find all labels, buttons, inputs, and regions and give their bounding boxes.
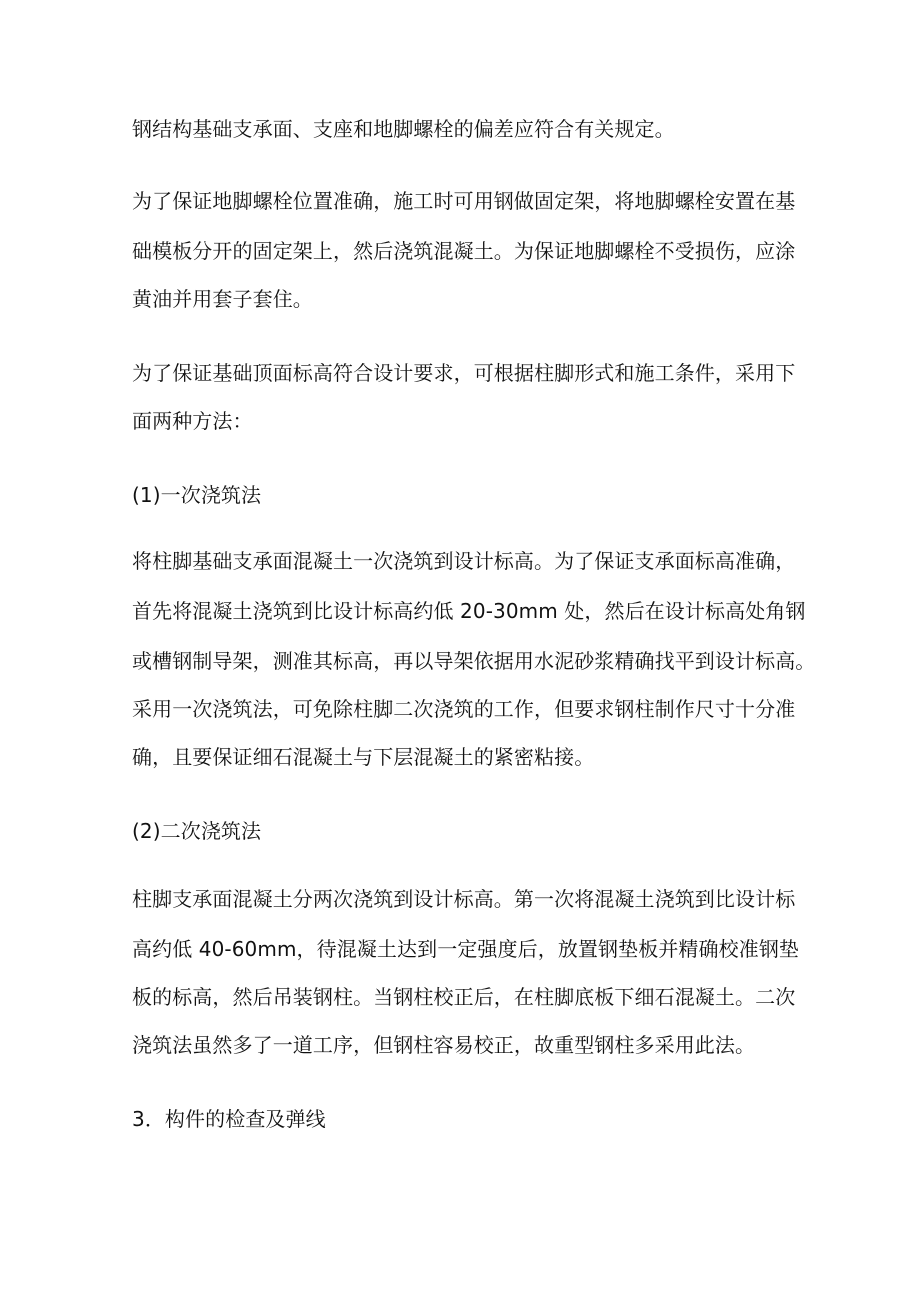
paragraph-5-line-1: 柱脚支承面混凝土分两次浇筑到设计标高。第一次将混凝土浇筑到比设计标 (132, 887, 796, 911)
paragraph-2-line-2: 础模板分开的固定架上，然后浇筑混凝土。为保证地脚螺栓不受损伤，应涂 (132, 239, 796, 263)
paragraph-2-line-3: 黄油并用套子套住。 (132, 287, 313, 311)
paragraph-1-line-1: 钢结构基础支承面、支座和地脚螺栓的偏差应符合有关规定。 (132, 117, 675, 141)
paragraph-4-line-4: 采用一次浇筑法，可免除柱脚二次浇筑的工作，但要求钢柱制作尺寸十分准 (132, 697, 796, 721)
paragraph-4-line-5: 确，且要保证细石混凝土与下层混凝土的紧密粘接。 (132, 745, 595, 769)
paragraph-3-line-2: 面两种方法： (132, 409, 253, 433)
paragraph-3-line-1: 为了保证基础顶面标高符合设计要求，可根据柱脚形式和施工条件，采用下 (132, 361, 796, 385)
paragraph-5-line-3: 板的标高，然后吊装钢柱。当钢柱校正后，在柱脚底板下细石混凝土。二次 (132, 985, 796, 1009)
paragraph-5-line-4: 浇筑法虽然多了一道工序，但钢柱容易校正，故重型钢柱多采用此法。 (132, 1033, 756, 1057)
section-heading-2: (2)二次浇筑法 (132, 819, 262, 843)
paragraph-4-line-3: 或槽钢制导架，测准其标高，再以导架依据用水泥砂浆精确找平到设计标高。 (132, 649, 816, 673)
paragraph-5-line-2: 高约低 40-60mm，待混凝土达到一定强度后，放置钢垫板并精确校准钢垫 (132, 937, 800, 961)
section-heading-1: (1)一次浇筑法 (132, 483, 262, 507)
paragraph-4-line-1: 将柱脚基础支承面混凝土一次浇筑到设计标高。为了保证支承面标高准确， (132, 549, 796, 573)
section-heading-3: 3．构件的检查及弹线 (132, 1107, 326, 1131)
paragraph-4-line-2: 首先将混凝土浇筑到比设计标高约低 20-30mm 处，然后在设计标高处角钢 (132, 599, 806, 623)
paragraph-2-line-1: 为了保证地脚螺栓位置准确，施工时可用钢做固定架，将地脚螺栓安置在基 (132, 189, 796, 213)
